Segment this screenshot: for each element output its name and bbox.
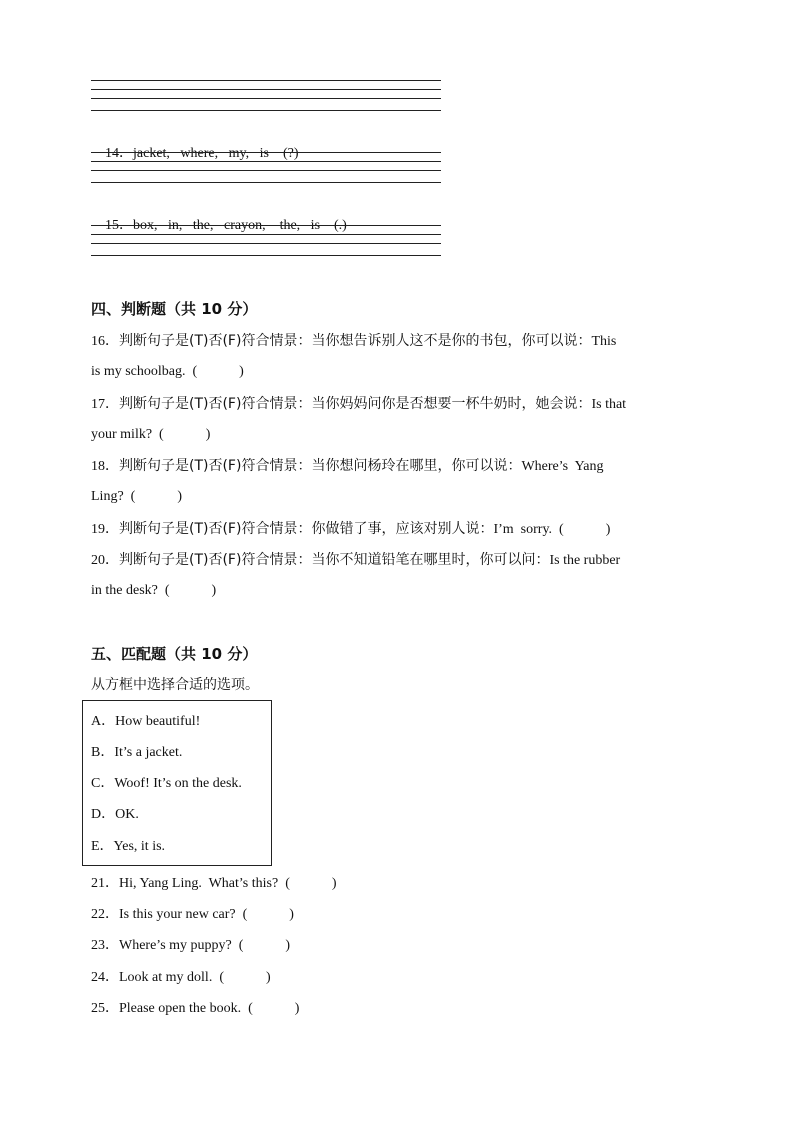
section-4-title: 四、判断题（共 10 分） [91, 300, 258, 318]
question-24[interactable] [91, 968, 271, 988]
question-sentence-cont[interactable]: in the desk? ( ) [91, 583, 217, 598]
question-number: 16． [91, 334, 119, 349]
question-number: 23． [91, 938, 119, 953]
question-sentence: Is that [591, 397, 627, 412]
question-text: box, in, the, crayon, the, is (.) [133, 218, 347, 233]
answer-line [91, 255, 441, 256]
question-prompt: 判断句子是(T)否(F)符合情景：当你想问杨玲在哪里，你可以说： [119, 458, 522, 474]
question-text: Look at my doll. ( ) [119, 970, 271, 985]
section-5-title: 五、匹配题（共 10 分） [91, 645, 258, 663]
question-number: 22． [91, 907, 119, 922]
question-22[interactable] [91, 905, 294, 925]
question-prompt: 判断句子是(T)否(F)符合情景：当你不知道铅笔在哪里时，你可以问： [119, 552, 550, 568]
answer-line [91, 182, 441, 183]
question-number: 19． [91, 522, 119, 537]
question-sentence-cont[interactable]: Ling? ( ) [91, 489, 182, 504]
answer-line [91, 170, 441, 171]
question-sentence: Where’s Yang [521, 459, 604, 474]
options-box [82, 700, 272, 866]
option-c: C．Woof! It’s on the desk. [91, 776, 242, 791]
question-number: 20． [91, 553, 119, 568]
question-text: jacket, where, my, is (?) [133, 146, 299, 161]
answer-line [91, 110, 441, 111]
option-b: B．It’s a jacket. [91, 745, 183, 760]
question-prompt: 判断句子是(T)否(F)符合情景：当你妈妈问你是否想要一杯牛奶时，她会说： [119, 396, 592, 412]
question-sentence: This [591, 334, 617, 349]
answer-line [91, 234, 441, 235]
option-a: A．How beautiful! [91, 714, 201, 729]
question-23[interactable] [91, 936, 290, 956]
answer-line [91, 89, 441, 90]
question-text: Please open the book. ( ) [119, 1001, 300, 1016]
question-number: 24． [91, 970, 119, 985]
option-d: D．OK. [91, 807, 139, 822]
question-text: Hi, Yang Ling. What’s this? ( ) [119, 876, 337, 891]
question-14 [91, 124, 298, 184]
answer-line [91, 243, 441, 244]
question-number: 17． [91, 397, 119, 412]
question-prompt: 判断句子是(T)否(F)符合情景：你做错了事，应该对别人说： [119, 521, 494, 537]
question-sentence: Is the rubber [549, 553, 621, 568]
answer-line [91, 80, 441, 81]
question-21[interactable] [91, 874, 337, 894]
option-e: E．Yes, it is. [91, 839, 166, 854]
answer-line [91, 225, 441, 226]
question-25[interactable] [91, 999, 299, 1019]
question-number: 25． [91, 1001, 119, 1016]
answer-line [91, 152, 441, 153]
question-text: Is this your new car? ( ) [119, 907, 294, 922]
question-sentence-cont[interactable]: your milk? ( ) [91, 427, 211, 442]
question-sentence[interactable]: I’m sorry. ( ) [493, 522, 611, 537]
answer-line [91, 98, 441, 99]
question-number: 21． [91, 876, 119, 891]
question-number: 15． [105, 218, 133, 233]
section-5-instruction: 从方框中选择合适的选项。 [91, 677, 259, 693]
question-number: 18． [91, 459, 119, 474]
question-15 [91, 196, 347, 256]
question-sentence-cont[interactable]: is my schoolbag. ( ) [91, 364, 244, 379]
question-number: 14． [105, 146, 133, 161]
answer-line [91, 161, 441, 162]
question-text: Where’s my puppy? ( ) [119, 938, 291, 953]
question-prompt: 判断句子是(T)否(F)符合情景：当你想告诉别人这不是你的书包，你可以说： [119, 333, 592, 349]
